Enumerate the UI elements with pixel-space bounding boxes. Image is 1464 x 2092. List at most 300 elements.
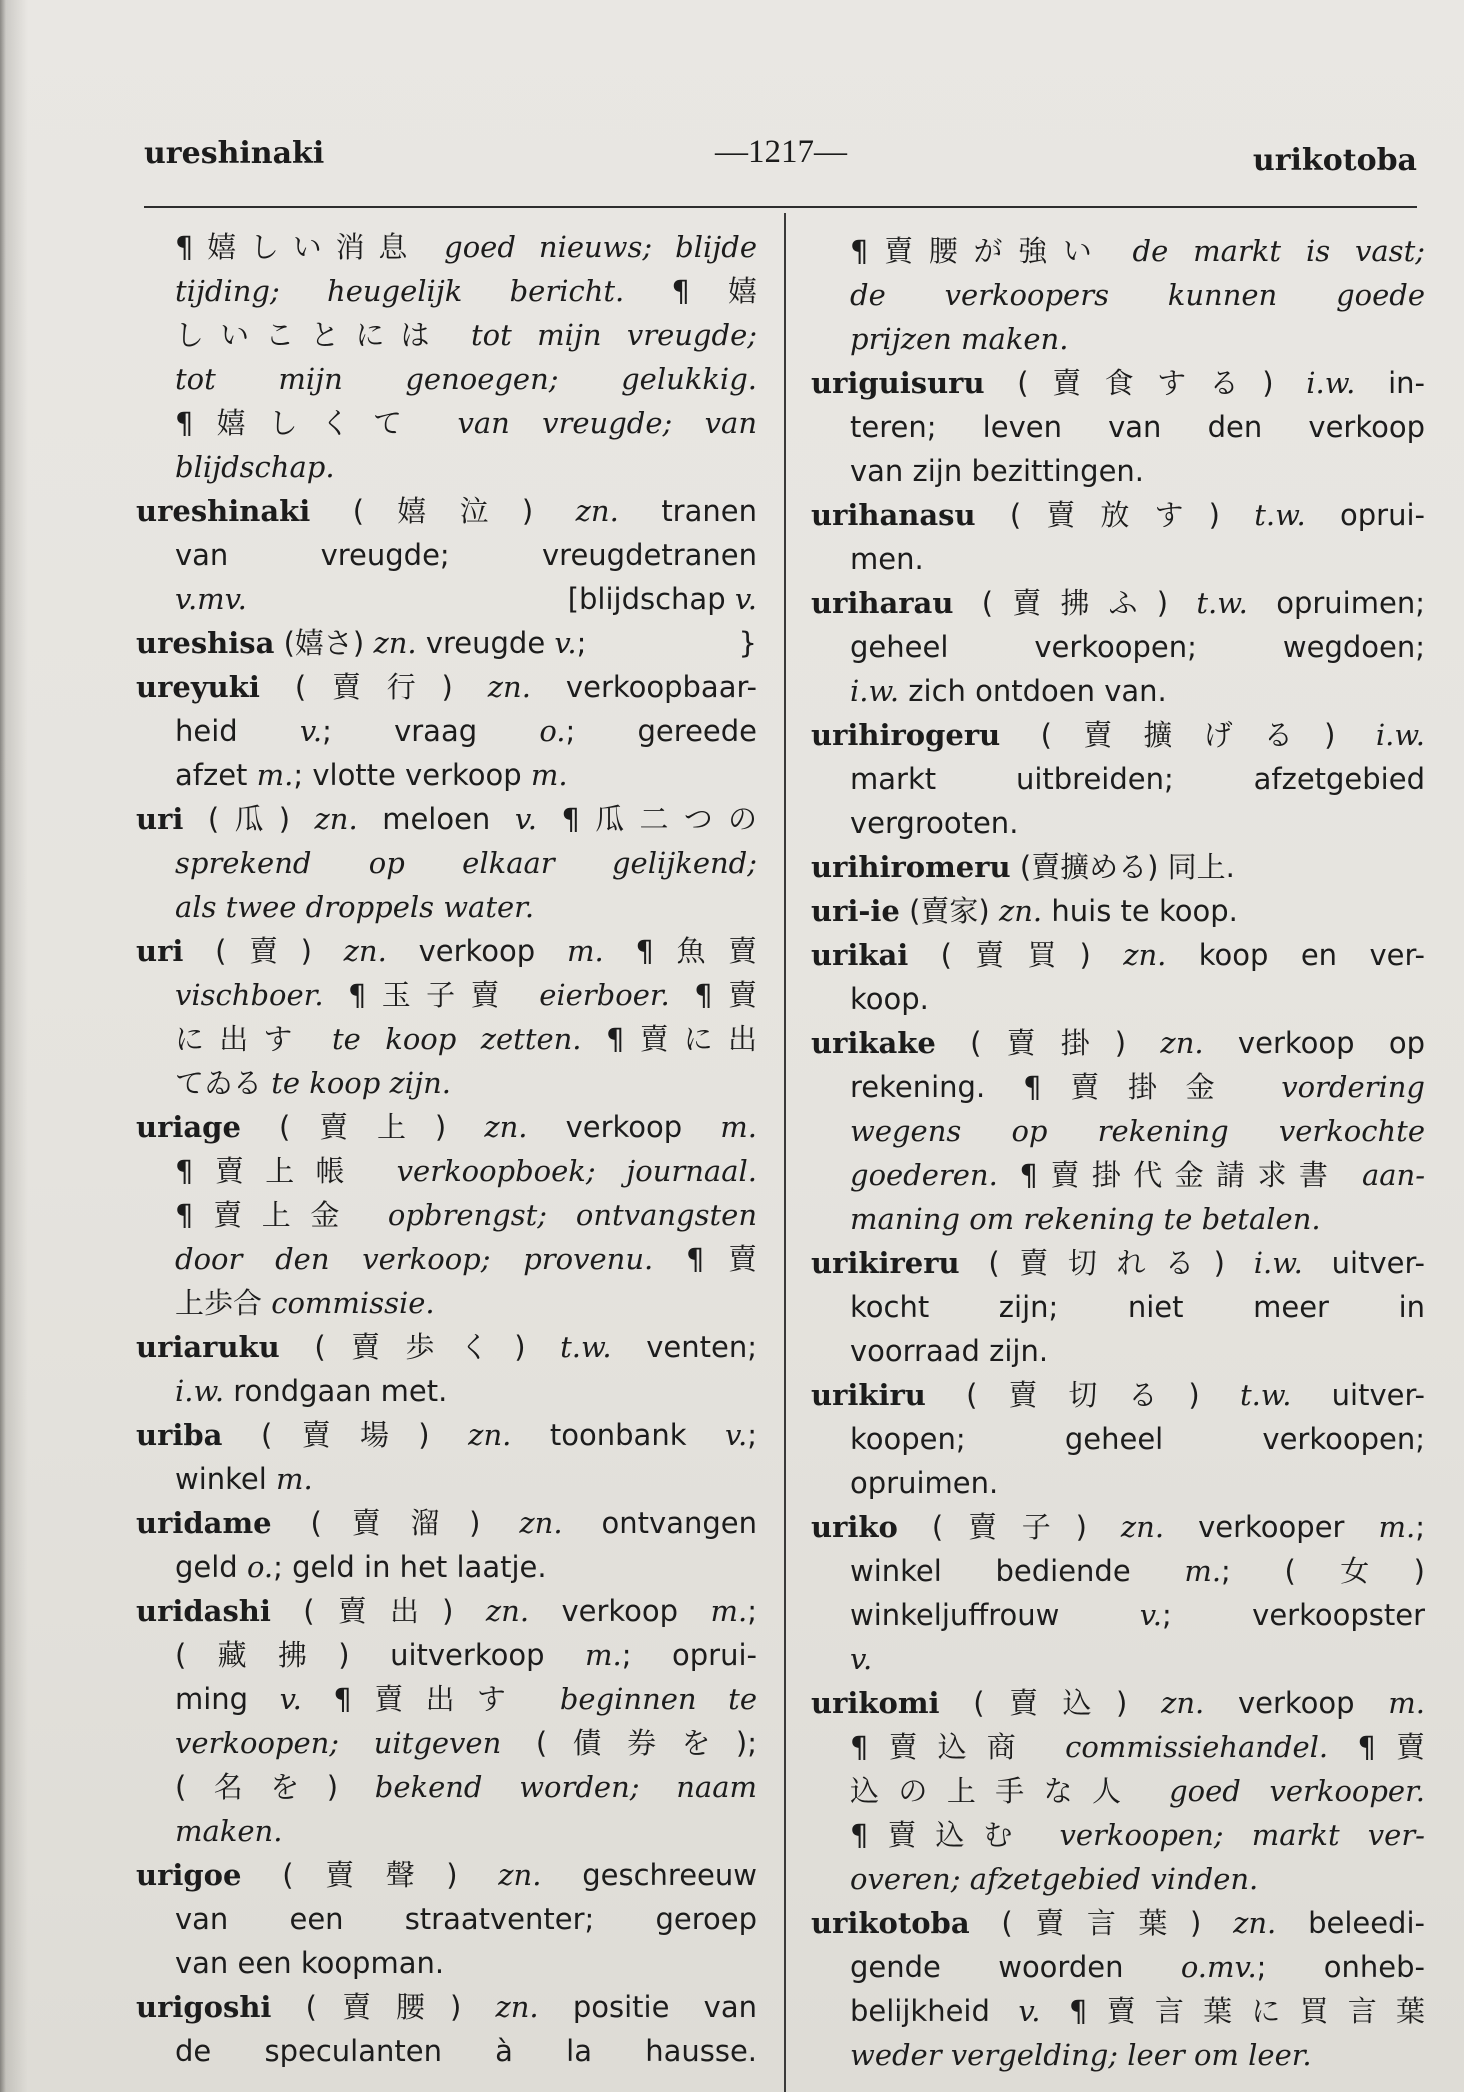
entry-text: geheel verkoopen; wegdoen;	[850, 630, 1425, 664]
entry-text: (賣)	[183, 934, 344, 968]
entry-text: geschreeuw	[541, 1858, 757, 1892]
entry-line	[136, 357, 757, 401]
dictionary-entry	[136, 621, 757, 665]
entry-text: (名を)	[175, 1770, 375, 1804]
headword-line	[811, 1901, 1425, 1945]
entry-line	[136, 973, 757, 1017]
entry-line	[136, 1677, 757, 1721]
entry-text: (賣掛)	[935, 1026, 1161, 1060]
entry-text: zich ontdoen van.	[899, 674, 1167, 708]
running-head-right: urikotoba	[1252, 143, 1417, 178]
headword-line	[136, 621, 757, 665]
entry-line	[811, 1197, 1425, 1241]
headword: ureshisa	[136, 626, 275, 660]
headword-line	[136, 1105, 757, 1149]
dictionary-entry	[136, 1413, 757, 1501]
translation-text: m.	[566, 934, 604, 968]
entry-text: (賣子)	[897, 1510, 1121, 1544]
headword: uriaruku	[136, 1330, 280, 1364]
entry-line	[811, 1769, 1425, 1813]
headword: uriba	[136, 1418, 223, 1452]
translation-text: overen; afzetgebied vinden.	[850, 1862, 1259, 1896]
entry-text: van zijn bezittingen.	[850, 454, 1145, 488]
entry-text: rekening. ¶賣掛金	[850, 1070, 1282, 1104]
entry-text: in-	[1355, 366, 1425, 400]
entry-text: koop en ver-	[1166, 938, 1425, 972]
entry-line	[136, 1061, 757, 1105]
headword-line	[136, 489, 757, 533]
entry-text: ;	[747, 1418, 757, 1452]
headword: urigoshi	[136, 1990, 272, 2024]
entry-text: teren; leven van den verkoop	[850, 410, 1425, 444]
headword: urihanasu	[811, 498, 976, 532]
entry-line	[811, 757, 1425, 801]
translation-text: opbrengst; ontvangsten	[387, 1198, 757, 1232]
translation-text: m.	[1388, 1686, 1425, 1720]
entry-text: ; gereede	[565, 714, 757, 748]
translation-text: tijding; heugelijk bericht.	[175, 274, 672, 308]
entry-text: ;	[747, 1594, 757, 1628]
headword: urikake	[811, 1026, 936, 1060]
entry-text: ¶賣腰が強い	[850, 234, 1133, 268]
entry-text: verkoop op	[1203, 1026, 1425, 1060]
translation-text: tot mijn genoegen; gelukkig.	[175, 362, 757, 396]
entry-line	[811, 537, 1425, 581]
translation-text: m.	[530, 758, 568, 792]
page-number: —1217—	[715, 134, 847, 170]
translation-text: v.	[1139, 1598, 1162, 1632]
entry-line	[811, 1725, 1425, 1769]
left-column	[136, 225, 757, 2073]
entry-text: (賣腰)	[271, 1990, 496, 2024]
entry-line	[136, 841, 757, 885]
translation-text: maken.	[175, 1814, 283, 1848]
entry-text: koop.	[850, 982, 929, 1016]
translation-text: v.mv.	[175, 582, 247, 616]
headword-line	[811, 1021, 1425, 1065]
translation-text: te koop zijn.	[271, 1066, 451, 1100]
entry-line	[136, 225, 757, 269]
translation-text: m.	[585, 1638, 622, 1672]
entry-text: ; verkoopster	[1161, 1598, 1425, 1632]
translation-text: i.w.	[1306, 366, 1356, 400]
entry-text: ; oprui-	[621, 1638, 757, 1672]
entry-line	[136, 313, 757, 357]
translation-text: m.	[720, 1110, 757, 1144]
entry-text: de speculanten à la hausse.	[175, 2034, 757, 2068]
entry-text: men.	[850, 542, 924, 576]
entry-text: ;	[576, 626, 587, 660]
entry-line	[811, 1549, 1425, 1593]
entry-text: tranen	[618, 494, 757, 528]
headword: urikireru	[811, 1246, 960, 1280]
entry-line	[136, 1721, 757, 1765]
dictionary-entry	[811, 713, 1425, 845]
entry-text: ontvangen	[562, 1506, 757, 1540]
entry-text: gende woorden	[850, 1950, 1181, 1984]
translation-text: vordering	[1281, 1070, 1425, 1104]
translation-text: bekend worden; naam	[374, 1770, 757, 1804]
entry-text: ming	[175, 1682, 280, 1716]
translation-text: v.	[514, 802, 537, 836]
headword-line	[811, 1241, 1425, 1285]
column-divider	[784, 213, 786, 2092]
translation-text: de markt is vast;	[1132, 234, 1425, 268]
translation-text: sprekend op elkaar gelijkend;	[175, 846, 757, 880]
translation-text: de verkoopers kunnen goede	[850, 278, 1425, 312]
headword-line	[136, 929, 757, 973]
headword-line	[811, 933, 1425, 977]
headword-line	[136, 1413, 757, 1457]
dictionary-entry	[811, 1505, 1425, 1681]
entry-line	[811, 273, 1425, 317]
entry-text: winkeljuffrouw	[850, 1598, 1140, 1632]
entry-text: heid	[175, 714, 300, 748]
translation-text: t.w.	[1239, 1378, 1292, 1412]
translation-text: goederen.	[850, 1158, 998, 1192]
entry-line	[811, 801, 1425, 845]
entry-line	[811, 1461, 1425, 1505]
entry-line	[136, 1897, 757, 1941]
entry-line	[136, 2029, 757, 2073]
translation-text: verkoopen; uitgeven	[175, 1726, 502, 1760]
entry-text: ¶賣込商	[850, 1730, 1066, 1764]
translation-text: zn.	[484, 1110, 528, 1144]
translation-text: verkoopboek; journaal.	[396, 1154, 757, 1188]
entry-text: positie van	[538, 1990, 757, 2024]
dictionary-entry	[811, 1901, 1425, 2077]
entry-text: ¶嬉しい消息	[175, 230, 445, 264]
headword: urikotoba	[811, 1906, 970, 1940]
dictionary-entry	[811, 1681, 1425, 1901]
translation-text: zn.	[1120, 1510, 1165, 1544]
entry-text: meloen	[357, 802, 515, 836]
headword-line	[136, 1985, 757, 2029]
entry-text: (賣上)	[240, 1110, 485, 1144]
translation-text: door den verkoop; provenu.	[175, 1242, 654, 1276]
entry-text: uitver-	[1291, 1378, 1425, 1412]
entry-text: (賣言葉)	[969, 1906, 1234, 1940]
translation-text: zn.	[1161, 1686, 1205, 1720]
translation-text: goed verkooper.	[1169, 1774, 1425, 1808]
entry-line	[136, 1193, 757, 1237]
entry-line	[136, 1149, 757, 1193]
entry-text: voorraad zijn.	[850, 1334, 1049, 1368]
dictionary-entry	[811, 361, 1425, 493]
headword-line	[811, 1681, 1425, 1725]
entry-line	[811, 977, 1425, 1021]
entry-text: (賣擴げる)	[1000, 718, 1376, 752]
entry-text: ¶賣言葉に買言葉	[1040, 1994, 1425, 2028]
entry-line	[811, 1989, 1425, 2033]
headword-line	[811, 493, 1425, 537]
entry-text: ; onheb-	[1256, 1950, 1425, 1984]
translation-text: t.w.	[1196, 586, 1248, 620]
dictionary-entry	[811, 933, 1425, 1021]
translation-text: goed nieuws; blijde	[444, 230, 757, 264]
translation-text: zn.	[343, 934, 387, 968]
headword: urikiru	[811, 1378, 926, 1412]
entry-line	[136, 1941, 757, 1985]
entry-text: venten;	[611, 1330, 757, 1364]
entry-text: (賣込)	[939, 1686, 1162, 1720]
headword: uriguisuru	[811, 366, 985, 400]
translation-text: i.w.	[850, 674, 900, 708]
entry-line	[811, 1637, 1425, 1681]
entry-text: huis te koop.	[1042, 894, 1238, 928]
translation-text: o.	[539, 714, 566, 748]
translation-text: m.	[256, 758, 294, 792]
entry-text: ¶賣込む	[850, 1818, 1060, 1852]
translation-text: m.	[1378, 1510, 1416, 1544]
entry-text: verkoopbaar-	[530, 670, 757, 704]
translation-text: prijzen maken.	[850, 322, 1069, 356]
dictionary-entry	[811, 229, 1425, 361]
entry-line	[811, 449, 1425, 493]
headword: uri-ie	[811, 894, 900, 928]
entry-text: (賣放す)	[975, 498, 1255, 532]
entry-text: opruimen.	[850, 1466, 999, 1500]
headword: uriharau	[811, 586, 954, 620]
headword: urihirogeru	[811, 718, 1001, 752]
entry-text: markt uitbreiden; afzetgebied	[850, 762, 1425, 796]
headword-line	[811, 889, 1425, 933]
headword-line	[811, 581, 1425, 625]
dictionary-entry	[811, 493, 1425, 581]
headword-line	[136, 1325, 757, 1369]
entry-text: (賣食する)	[984, 366, 1307, 400]
translation-text: commissiehandel.	[1065, 1730, 1329, 1764]
translation-text: te koop zetten.	[332, 1022, 582, 1056]
entry-text: afzet	[175, 758, 257, 792]
entry-line	[136, 1017, 757, 1061]
entry-text: ¶賣に出	[581, 1022, 757, 1056]
entry-line	[811, 2033, 1425, 2077]
dictionary-entry	[136, 1105, 757, 1325]
translation-text: v.	[1018, 1994, 1041, 2028]
dictionary-entry	[136, 797, 757, 929]
entry-line	[136, 577, 757, 621]
translation-text: o.mv.	[1180, 1950, 1257, 1984]
entry-text: (賣歩く)	[279, 1330, 561, 1364]
dictionary-entry	[136, 665, 757, 797]
entry-line	[136, 1809, 757, 1853]
entry-text: (賣場)	[222, 1418, 469, 1452]
entry-line	[136, 1281, 757, 1325]
headword-line	[136, 665, 757, 709]
entry-text: [blijdschap	[567, 582, 735, 616]
dictionary-entry	[136, 1501, 757, 1589]
translation-text: aan-	[1361, 1158, 1425, 1192]
translation-text: v.	[299, 714, 323, 748]
entry-text: ¶瓜二つの	[536, 802, 757, 836]
entry-text: vergrooten.	[850, 806, 1019, 840]
entry-text: ¶賣上金	[175, 1198, 388, 1232]
translation-text: v.	[734, 582, 757, 616]
entry-text: ¶嬉	[671, 274, 757, 308]
entry-text: kocht zijn; niet meer in	[850, 1290, 1425, 1324]
bracket-note	[568, 577, 757, 621]
entry-text: verkooper	[1164, 1510, 1379, 1544]
translation-text: maning om rekening te betalen.	[850, 1202, 1321, 1236]
translation-text: zn.	[485, 1594, 530, 1628]
headword-line	[811, 1505, 1425, 1549]
translation-text: beginnen te	[559, 1682, 757, 1716]
entry-text: ¶魚賣	[603, 934, 757, 968]
entry-text: (賣行)	[259, 670, 488, 704]
entry-text: 込の上手な人	[850, 1774, 1170, 1808]
dictionary-entry	[811, 889, 1425, 933]
entry-line	[136, 269, 757, 313]
entry-line	[811, 1329, 1425, 1373]
headword-line	[811, 1373, 1425, 1417]
translation-text: zn.	[487, 670, 531, 704]
translation-text: t.w.	[1254, 498, 1306, 532]
entry-text: vreugde	[416, 626, 555, 660]
entry-text: (賣切る)	[925, 1378, 1240, 1412]
translation-text: zn.	[998, 894, 1043, 928]
entry-text: belijkheid	[850, 1994, 1019, 2028]
dictionary-entry	[136, 929, 757, 1105]
entry-text: ; vlotte verkoop	[293, 758, 531, 792]
translation-text: zn.	[1123, 938, 1167, 972]
entry-text: ¶嬉しくて	[175, 406, 458, 440]
headword-line	[811, 713, 1425, 757]
entry-text: uitver-	[1302, 1246, 1425, 1280]
entry-text: (賣切れる)	[959, 1246, 1254, 1280]
headword-line	[136, 797, 757, 841]
entry-text: van een straatventer; geroep	[175, 1902, 757, 1936]
entry-text: ¶賣上帳	[175, 1154, 397, 1188]
entry-text: (賣溜)	[271, 1506, 520, 1540]
entry-line	[136, 1633, 757, 1677]
entry-line	[811, 1153, 1425, 1197]
entry-text: 上歩合	[175, 1286, 272, 1320]
headword-line	[811, 361, 1425, 405]
entry-text: (藏拂) uitverkoop	[175, 1638, 586, 1672]
headword: uri	[136, 802, 184, 836]
dictionary-entry	[136, 225, 757, 489]
translation-text: eierboer.	[539, 978, 670, 1012]
headword-line	[136, 1853, 757, 1897]
entry-text: verkoop	[1204, 1686, 1389, 1720]
headword: ureyuki	[136, 670, 260, 704]
entry-text: ¶賣	[669, 978, 757, 1012]
dictionary-entry	[811, 1241, 1425, 1373]
dictionary-entry	[136, 1325, 757, 1413]
entry-text: winkel bediende	[850, 1554, 1185, 1588]
translation-text: verkoopen; markt ver-	[1059, 1818, 1425, 1852]
entry-text: koopen; geheel verkoopen;	[850, 1422, 1425, 1456]
entry-line	[811, 1593, 1425, 1637]
headword: uridame	[136, 1506, 272, 1540]
entry-text: に出す	[175, 1022, 333, 1056]
entry-text: (賣買)	[908, 938, 1124, 972]
translation-text: wegens op rekening verkochte	[850, 1114, 1425, 1148]
translation-text: i.w.	[1253, 1246, 1303, 1280]
headword: ureshinaki	[136, 494, 311, 528]
entry-text: (嬉泣)	[310, 494, 576, 528]
dictionary-entry	[136, 1589, 757, 1853]
translation-text: zn.	[495, 1990, 539, 2024]
entry-text: van vreugde; vreugdetranen	[175, 538, 757, 572]
entry-line	[136, 885, 757, 929]
translation-text: v.	[279, 1682, 302, 1716]
entry-line	[811, 625, 1425, 669]
headword: urihiromeru	[811, 850, 1011, 884]
entry-text: (嬉さ)	[274, 626, 374, 660]
entry-text: (賣出)	[270, 1594, 486, 1628]
entry-line	[136, 1369, 757, 1413]
entry-text: geld	[175, 1550, 247, 1584]
entry-text: てゐる	[175, 1066, 272, 1100]
entry-text: ¶賣掛代金請求書	[997, 1158, 1362, 1192]
bracket-note	[739, 621, 757, 665]
translation-text: m.	[276, 1462, 313, 1496]
headword: uri	[136, 934, 184, 968]
entry-text: opruimen;	[1247, 586, 1425, 620]
translation-text: commissie.	[271, 1286, 435, 1320]
entry-line	[136, 1545, 757, 1589]
entry-line	[136, 1765, 757, 1809]
headword-line	[136, 1501, 757, 1545]
entry-line	[136, 1457, 757, 1501]
translation-text: zn.	[373, 626, 417, 660]
header-rule	[144, 206, 1417, 208]
entry-text: winkel	[175, 1462, 277, 1496]
translation-text: v.	[554, 626, 577, 660]
entry-text: ;	[1415, 1510, 1425, 1544]
right-column	[811, 229, 1425, 2077]
entry-line	[811, 317, 1425, 361]
translation-text: tot mijn vreugde;	[470, 318, 757, 352]
entry-text: beleedi-	[1276, 1906, 1425, 1940]
translation-text: zn.	[314, 802, 358, 836]
headword: urigoe	[136, 1858, 242, 1892]
entry-line	[811, 1813, 1425, 1857]
dictionary-entry	[811, 1373, 1425, 1505]
headword-line	[811, 845, 1425, 889]
entry-line	[136, 445, 757, 489]
translation-text: zn.	[1233, 1906, 1277, 1940]
dictionary-entry	[811, 581, 1425, 713]
headword: urikomi	[811, 1686, 940, 1720]
entry-text: ¶玉子賣	[323, 978, 540, 1012]
entry-line	[811, 1109, 1425, 1153]
entry-line	[811, 1285, 1425, 1329]
translation-text: zn.	[498, 1858, 542, 1892]
entry-line	[811, 1065, 1425, 1109]
entry-text: ; vraag	[322, 714, 540, 748]
entry-line	[811, 405, 1425, 449]
translation-text: zn.	[468, 1418, 512, 1452]
entry-text: (賣聲)	[241, 1858, 499, 1892]
translation-text: van vreugde; van	[457, 406, 757, 440]
headword-line	[136, 1589, 757, 1633]
entry-text: (債券を);	[501, 1726, 757, 1760]
translation-text: m.	[710, 1594, 748, 1628]
entry-text: ; geld in het laatje.	[273, 1550, 547, 1584]
dictionary-entry	[136, 1985, 757, 2073]
entry-text: ¶賣	[1328, 1730, 1425, 1764]
translation-text: o.	[246, 1550, 274, 1584]
translation-text: zn.	[519, 1506, 563, 1540]
entry-text: verkoop	[386, 934, 567, 968]
entry-line	[136, 753, 757, 797]
dictionary-entry	[811, 845, 1425, 889]
entry-text: van een koopman.	[175, 1946, 445, 1980]
entry-line	[811, 1945, 1425, 1989]
